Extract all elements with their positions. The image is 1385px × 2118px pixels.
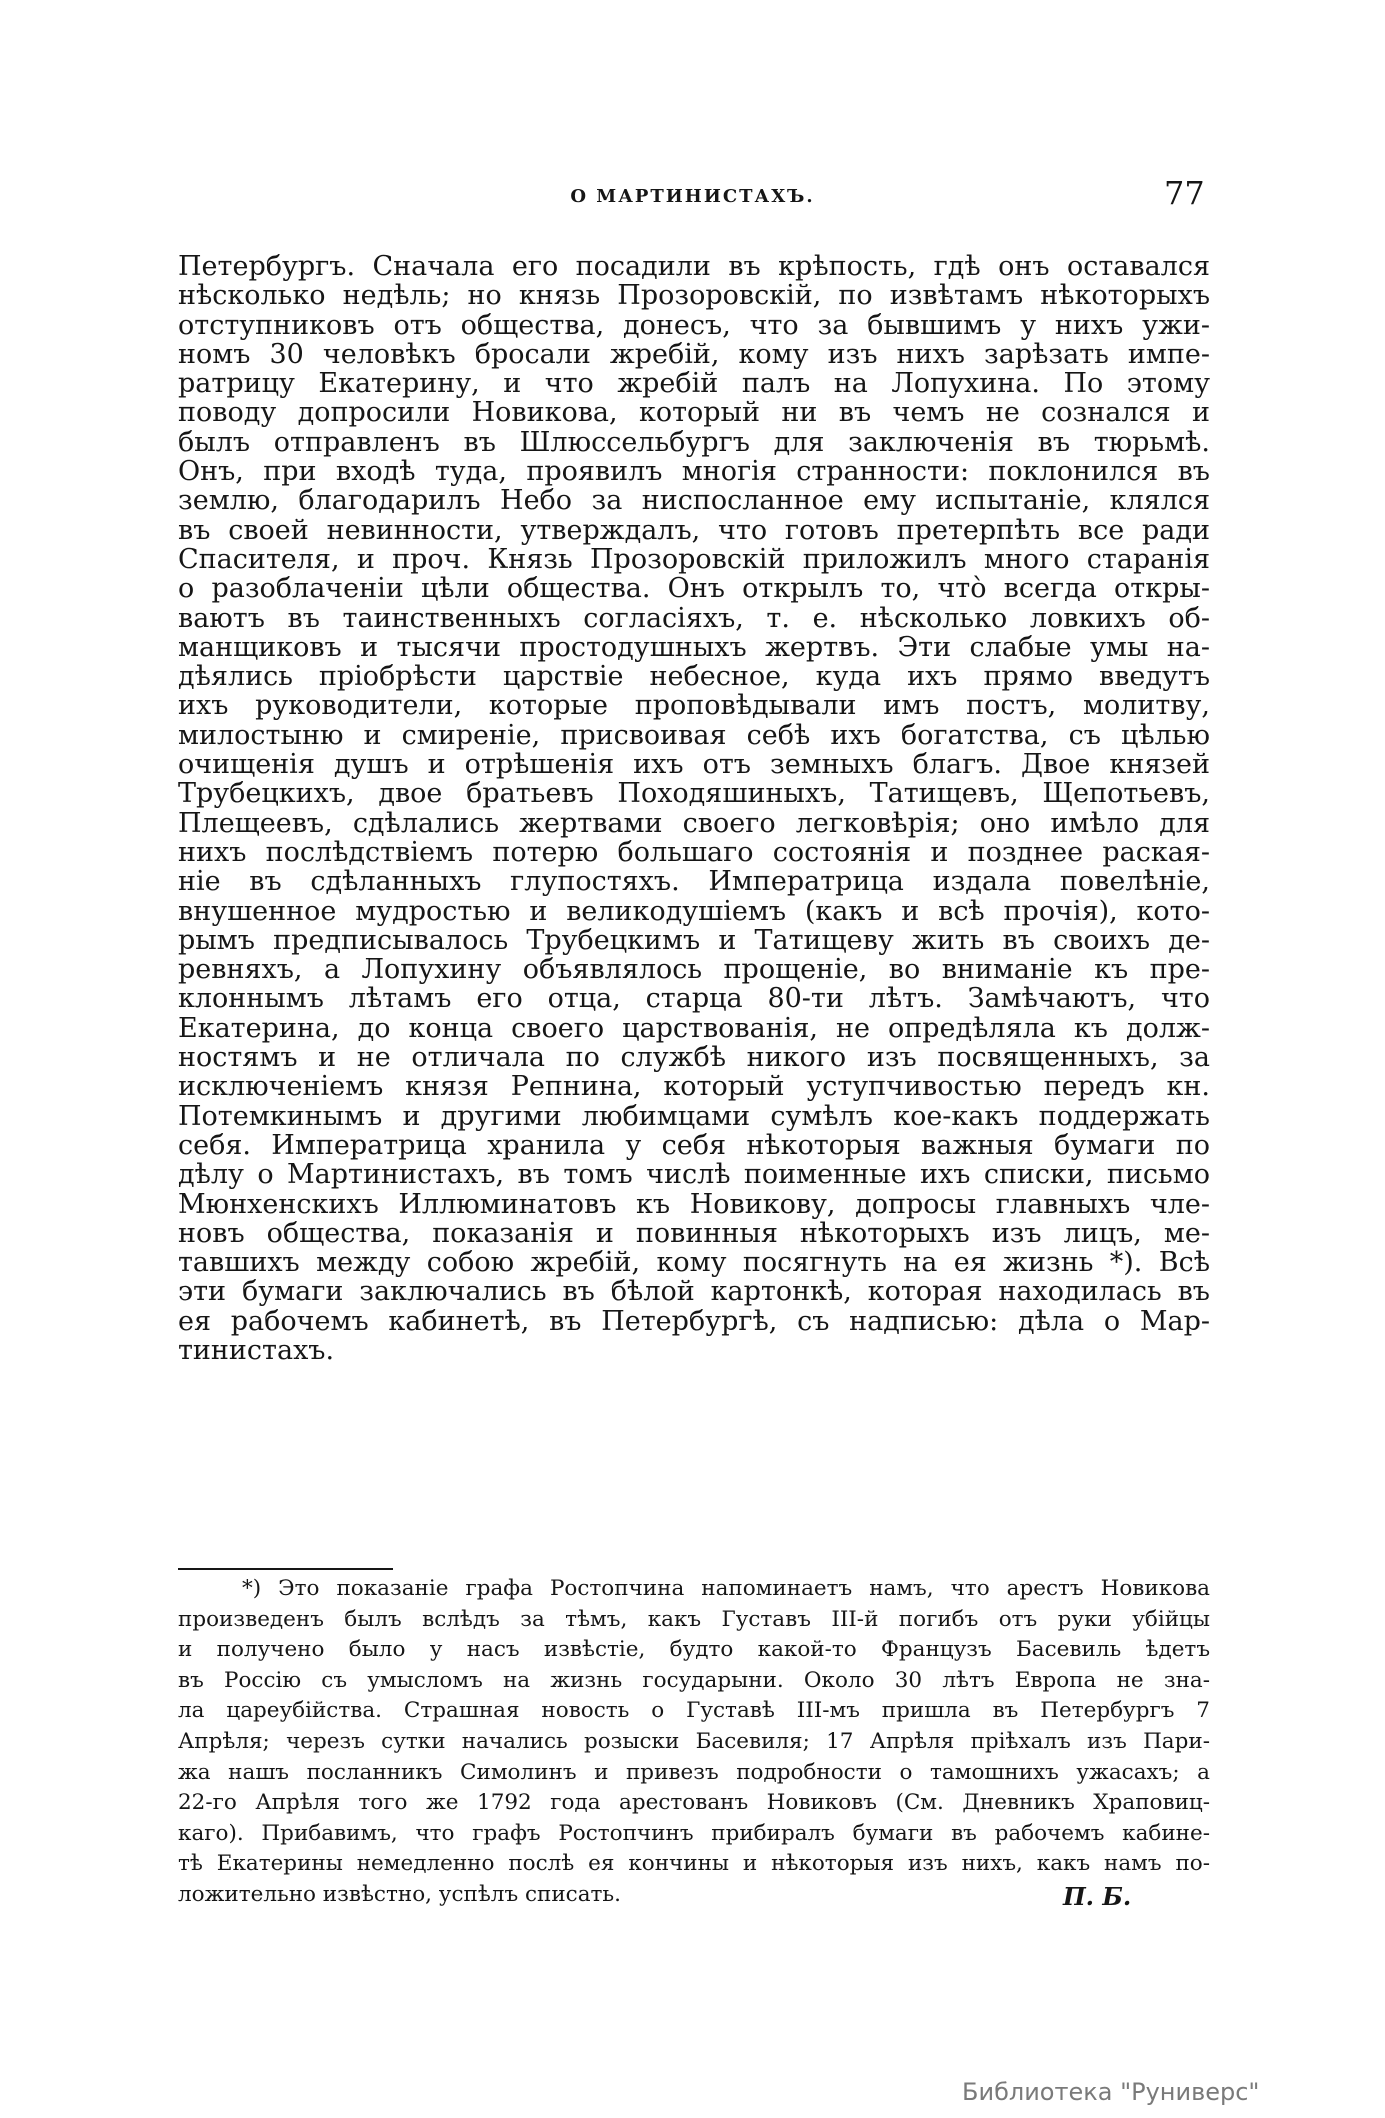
text-line: манщиковъ и тысячи простодушныхъ жертвъ. Эти слабые умы на- (178, 632, 1210, 663)
text-line: дѣялись пріобрѣсти царствіе небесное, куда ихъ прямо введутъ (178, 662, 1210, 692)
text-line: ея рабочемъ кабинетѣ, въ Петербургѣ, съ надписью: дѣла о Мар- (178, 1306, 1210, 1336)
text-line: Мюнхенскихъ Иллюминатовъ къ Новикову, допросы главныхъ чле- (178, 1189, 1210, 1219)
footnote-line: *) Это показаніе графа Ростопчина напоминаетъ намъ, что арестъ Новикова (242, 1576, 1210, 1601)
text-line: номъ 30 человѣкъ бросали жребій, кому изъ нихъ зарѣзать импе- (178, 339, 1210, 370)
text-line: землю, благодарилъ Небо за ниспосланное ему испытаніе, клялся (178, 486, 1210, 516)
text-line: Онъ, при входѣ туда, проявилъ многія странности: поклонился въ (178, 457, 1210, 487)
text-line: ихъ руководители, которые проповѣдывали имъ постъ, молитву, (178, 691, 1210, 721)
text-line: нихъ послѣдствіемъ потерю большаго состоянія и позднее раская- (178, 837, 1210, 868)
text-line: былъ отправленъ въ Шлюссельбургъ для заключенія въ тюрьмѣ. (178, 427, 1210, 458)
text-line: Екатерина, до конца своего царствованія, не опредѣляла къ долж- (178, 1013, 1210, 1044)
text-line: ратрицу Екатерину, и что жребій палъ на Лопухина. По этому (178, 369, 1210, 399)
main-text-block (178, 252, 1210, 1365)
text-line: ваютъ въ таинственныхъ согласіяхъ, т. е. нѣсколько ловкихъ об- (178, 603, 1210, 633)
text-line: ніе въ сдѣланныхъ глупостяхъ. Императрица издала повелѣніе, (178, 867, 1210, 897)
footnote-line: ложительно извѣстно, успѣлъ списать. (178, 1881, 621, 1907)
footnote-line: 22-го Апрѣля того же 1792 года арестованъ Новиковъ (См. Дневникъ Храповиц- (178, 1790, 1210, 1816)
text-line: Трубецкихъ, двое братьевъ Походяшиныхъ, Татищевъ, Щепотьевъ, (178, 779, 1210, 809)
footnote-line: каго). Прибавимъ, что графъ Ростопчинъ прибиралъ бумаги въ рабочемъ кабине- (178, 1820, 1210, 1846)
footnote-line: ла цареубійства. Страшная новость о Густавѣ III-мъ пришла въ Петербургъ 7 (178, 1698, 1210, 1724)
text-line: Спасителя, и проч. Князь Прозоровскій приложилъ много старанія (178, 544, 1210, 575)
footnote-line: и получено было у насъ извѣстіе, будто какой-то Французъ Басевиль ѣдетъ (178, 1637, 1210, 1663)
library-watermark: Библиотека "Руниверс" (962, 2078, 1260, 2106)
text-line: новъ общества, показанія и повинныя нѣкоторыхъ изъ лицъ, ме- (178, 1218, 1210, 1249)
running-title: О МАРТИНИСТАХЪ. (570, 186, 815, 207)
text-line: исключеніемъ князя Репнина, который уступчивостью передъ кн. (178, 1072, 1210, 1102)
text-line: дѣлу о Мартинистахъ, въ томъ числѣ поименные ихъ списки, письмо (178, 1160, 1210, 1190)
text-line: ревняхъ, а Лопухину объявлялось прощеніе, во вниманіе къ пре- (178, 955, 1210, 985)
text-line: очищенія душъ и отрѣшенія ихъ отъ земныхъ благъ. Двое князей (178, 750, 1210, 780)
text-line: эти бумаги заключались въ бѣлой картонкѣ, которая находилась въ (178, 1277, 1210, 1307)
text-line: поводу допросили Новикова, который ни въ чемъ не сознался и (178, 398, 1210, 428)
text-line: клоннымъ лѣтамъ его отца, старца 80-ти лѣтъ. Замѣчаютъ, что (178, 984, 1210, 1014)
footnote-line: жа нашъ посланникъ Симолинъ и привезъ подробности о тамошнихъ ужасахъ; а (178, 1759, 1210, 1785)
text-line: нѣсколько недѣль; но князь Прозоровскій, по извѣтамъ нѣкоторыхъ (178, 281, 1210, 311)
text-line: ностямъ и не отличала по службѣ никого изъ посвященныхъ, за (178, 1043, 1210, 1073)
footnote-line: Апрѣля; черезъ сутки начались розыски Басевиля; 17 Апрѣля пріѣхалъ изъ Пари- (178, 1728, 1210, 1754)
text-line: милостыню и смиреніе, присвоивая себѣ ихъ богатства, съ цѣлью (178, 720, 1210, 751)
footnote-signature: П. Б. (1063, 1882, 1132, 1911)
text-line: Потемкинымъ и другими любимцами сумѣлъ кое-какъ поддержать (178, 1101, 1210, 1131)
text-line: отступниковъ отъ общества, донесъ, что за бывшимъ у нихъ ужи- (178, 310, 1210, 340)
text-line: внушенное мудростью и великодушіемъ (какъ и всѣ прочія), кото- (178, 896, 1210, 926)
text-line: Петербургъ. Сначала его посадили въ крѣпость, гдѣ онъ оставался (178, 252, 1210, 282)
page-number: 77 (1164, 174, 1205, 212)
footnote-block (178, 1574, 1210, 1911)
footnote-line: въ Россію съ умысломъ на жизнь государыни. Около 30 лѣтъ Европа не зна- (178, 1667, 1210, 1693)
text-line: Плещеевъ, сдѣлались жертвами своего легковѣрія; оно имѣло для (178, 808, 1210, 838)
footnote-divider (178, 1568, 393, 1570)
text-line: тавшихъ между собою жребій, кому посягнуть на ея жизнь *). Всѣ (178, 1248, 1210, 1278)
footnote-line: произведенъ былъ вслѣдъ за тѣмъ, какъ Густавъ III-й погибъ отъ руки убійцы (178, 1606, 1210, 1632)
footnote-line: тѣ Екатерины немедленно послѣ ея кончины и нѣкоторыя изъ нихъ, какъ намъ по- (178, 1851, 1210, 1877)
text-line: тинистахъ. (178, 1335, 335, 1366)
text-line: о разоблаченіи цѣли общества. Онъ открылъ то, что̀ всегда откры- (178, 574, 1210, 604)
text-line: рымъ предписывалось Трубецкимъ и Татищеву жить въ своихъ де- (178, 925, 1210, 956)
text-line: себя. Императрица хранила у себя нѣкоторыя важныя бумаги по (178, 1130, 1210, 1161)
text-line: въ своей невинности, утверждалъ, что готовъ претерпѣть все ради (178, 515, 1210, 545)
